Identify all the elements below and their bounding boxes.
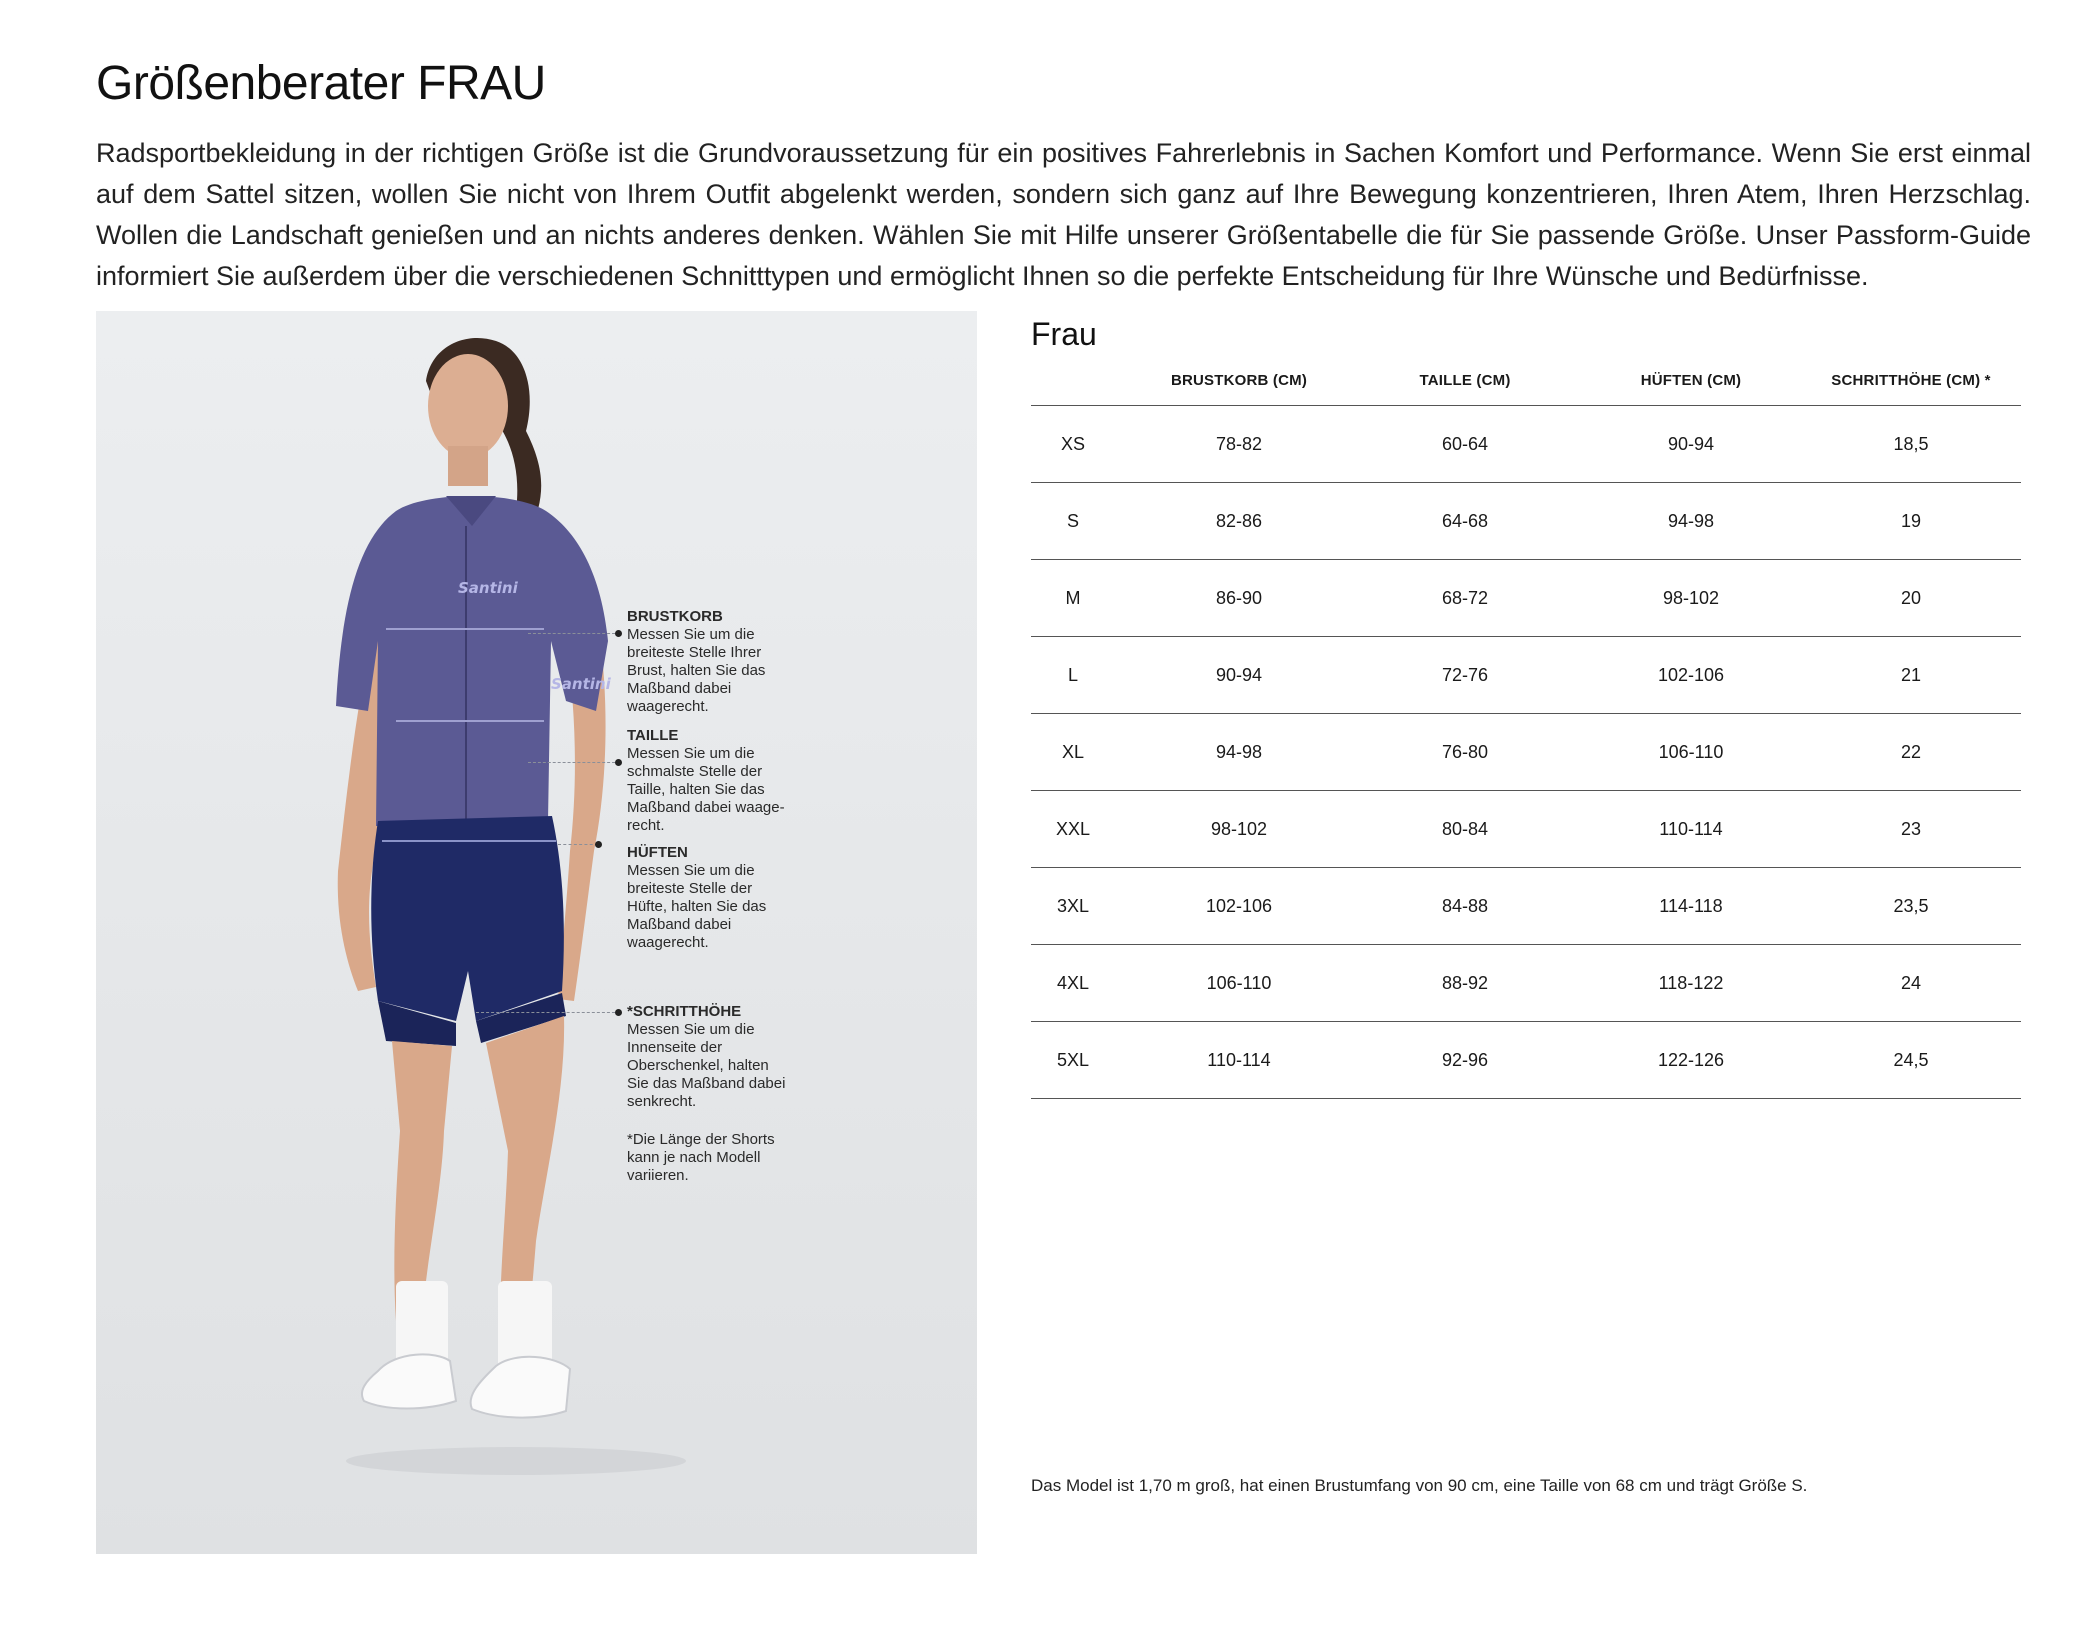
header-chest: BRUSTKORB (CM) (1170, 371, 1308, 389)
chest-heading: BRUSTKORB (627, 608, 723, 625)
cell-size: 3XL (1056, 895, 1090, 916)
size-table (1031, 355, 2021, 1099)
cell-chest: 86-90 (1215, 587, 1263, 608)
cell-size: 5XL (1056, 1049, 1090, 1070)
cell-inseam: 22 (1900, 741, 1922, 762)
hips-leader-line (558, 844, 598, 845)
cell-size: M (1065, 587, 1081, 608)
cell-inseam: 24,5 (1893, 1049, 1929, 1070)
cell-waist: 60-64 (1441, 433, 1489, 454)
cell-waist: 72-76 (1441, 664, 1489, 685)
hips-annotation (627, 844, 787, 952)
waist-text: Messen Sie um die schmalste Stelle der Taille, halten Sie das Maßband dabei waage-recht. (627, 745, 785, 834)
table-row (1031, 637, 2021, 714)
cell-chest: 94-98 (1215, 741, 1263, 762)
cell-waist: 76-80 (1441, 741, 1489, 762)
model-photo (96, 311, 977, 1554)
hips-marker-dot (595, 841, 602, 848)
inseam-heading: *SCHRITTHÖHE (627, 1003, 742, 1020)
header-hips: HÜFTEN (CM) (1640, 371, 1742, 389)
table-row (1031, 1022, 2021, 1099)
cell-size: 4XL (1056, 972, 1090, 993)
table-row (1031, 714, 2021, 791)
cell-inseam: 20 (1900, 587, 1922, 608)
cell-inseam: 24 (1900, 972, 1922, 993)
cell-hips: 114-118 (1659, 895, 1723, 916)
cell-waist: 92-96 (1441, 1049, 1489, 1070)
model-illustration (96, 311, 977, 1554)
sleeve-logo: Santini (551, 675, 611, 693)
page-title: Größenberater FRAU (96, 57, 546, 110)
table-row (1031, 560, 2021, 637)
table-title: Frau (1031, 316, 1097, 352)
cell-size: XXL (1055, 818, 1091, 839)
table-body (1031, 406, 2021, 1099)
model-note: Das Model ist 1,70 m groß, hat einen Brustumfang von 90 cm, eine Taille von 68 cm und trägt Größe S. (1031, 1476, 1808, 1495)
cell-size: XL (1061, 741, 1085, 762)
table-row (1031, 483, 2021, 560)
cell-chest: 102-106 (1205, 895, 1273, 916)
cell-hips: 118-122 (1658, 972, 1724, 993)
cell-hips: 106-110 (1658, 741, 1724, 762)
table-row (1031, 406, 2021, 483)
cell-size: XS (1060, 433, 1085, 454)
cell-waist: 80-84 (1441, 818, 1489, 839)
chest-marker-dot (615, 630, 622, 637)
cell-inseam: 18,5 (1893, 433, 1929, 454)
table-row (1031, 868, 2021, 945)
header-inseam: SCHRITTHÖHE (CM) * (1831, 371, 1991, 389)
cell-waist: 88-92 (1441, 972, 1489, 993)
waist-heading: TAILLE (627, 727, 679, 744)
waist-leader-line (528, 762, 620, 763)
cell-chest: 106-110 (1206, 972, 1272, 993)
chest-annotation (627, 608, 787, 716)
shorts-footnote: *Die Länge der Shorts kann je nach Modell variieren. (627, 1131, 775, 1184)
cell-hips: 94-98 (1667, 510, 1715, 531)
cell-chest: 90-94 (1215, 664, 1263, 685)
waist-marker-dot (615, 759, 622, 766)
cell-hips: 122-126 (1657, 1049, 1725, 1070)
cell-inseam: 21 (1900, 664, 1922, 685)
chest-leader-line (528, 633, 620, 634)
header-waist: TAILLE (CM) (1419, 371, 1511, 389)
jersey-logo: Santini (458, 579, 518, 597)
cell-size: S (1066, 510, 1079, 531)
inseam-leader-line (476, 1012, 620, 1013)
hips-heading: HÜFTEN (627, 844, 688, 861)
intro-paragraph: Radsportbekleidung in der richtigen Größe ist die Grundvoraussetzung für ein positives Fahrerlebnis in Sachen Komfort und Performance. Wenn Sie erst einmal auf dem Sattel sitzen, wollen Sie nicht von Ihrem Outfit abgelenkt werden, sondern sich ganz auf Ihre Bewegung konzentrieren, Ihren Atem, Ihren Herzschlag. Wollen die Landschaft genießen und an nichts anderes denken. Wählen Sie mit Hilfe unserer Größentabelle die für Sie passende Größe. Unser Passform-Guide informiert Sie außerdem über die verschiedenen Schnitttypen und ermöglicht Ihnen so die perfekte Entscheidung für Ihre Wünsche und Bedürfnisse. (96, 138, 2031, 291)
table-row (1031, 945, 2021, 1022)
cell-inseam: 23 (1900, 818, 1922, 839)
cell-chest: 110-114 (1207, 1049, 1271, 1070)
cell-waist: 68-72 (1441, 587, 1489, 608)
cell-hips: 102-106 (1657, 664, 1725, 685)
cell-chest: 78-82 (1215, 433, 1263, 454)
inseam-text: Messen Sie um die Innenseite der Oberschenkel, halten Sie das Maßband dabei senkrecht. (627, 1021, 786, 1110)
cell-hips: 98-102 (1662, 587, 1720, 608)
chest-text: Messen Sie um die breiteste Stelle Ihrer Brust, halten Sie das Maßband dabei waagerecht. (627, 626, 766, 715)
table-row (1031, 791, 2021, 868)
cell-inseam: 19 (1900, 510, 1922, 531)
cell-hips: 90-94 (1667, 433, 1715, 454)
cell-waist: 64-68 (1441, 510, 1489, 531)
table-header-row (1031, 355, 2021, 406)
waist-annotation (627, 727, 787, 835)
cell-chest: 82-86 (1215, 510, 1263, 531)
cell-hips: 110-114 (1659, 818, 1723, 839)
cell-inseam: 23,5 (1893, 895, 1929, 916)
cell-chest: 98-102 (1210, 818, 1268, 839)
cell-size: L (1067, 664, 1078, 685)
inseam-annotation (627, 1003, 787, 1111)
inseam-marker-dot (615, 1009, 622, 1016)
cell-waist: 84-88 (1441, 895, 1489, 916)
hips-text: Messen Sie um die breiteste Stelle der Hüfte, halten Sie das Maßband dabei waagerecht. (627, 862, 767, 951)
